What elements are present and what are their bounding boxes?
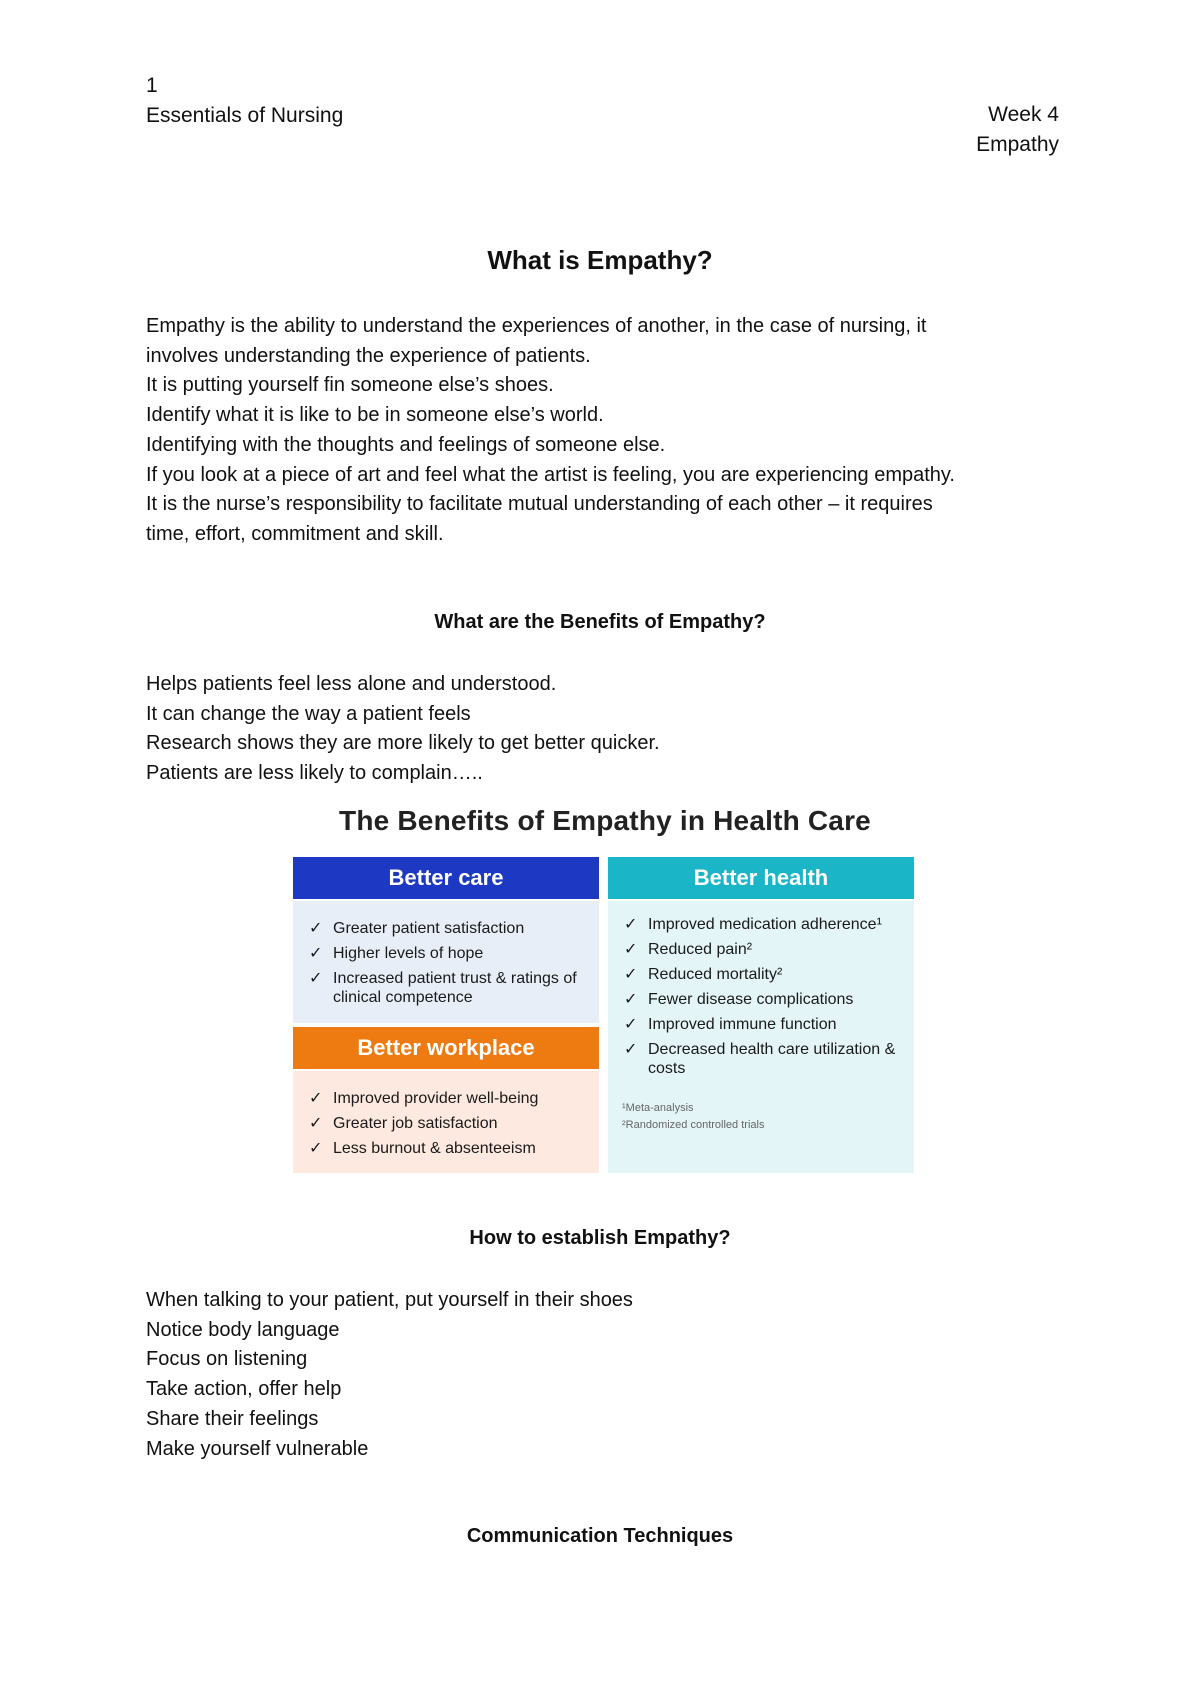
check-icon: ✓ <box>309 945 323 962</box>
check-icon: ✓ <box>309 970 323 987</box>
communication-heading: Communication Techniques <box>466 1525 734 1547</box>
intro-line: time, effort, commitment and skill. <box>146 522 444 545</box>
list-item: ✓ Increased patient trust & ratings of clinical competence <box>309 970 577 1006</box>
benefits-paragraph <box>146 670 1066 789</box>
intro-line: If you look at a piece of art and feel what the artist is feeling, you are experiencing empathy. <box>146 463 955 486</box>
better-health-header: Better health <box>608 857 914 899</box>
list-item: ✓ Improved immune function <box>624 1016 837 1033</box>
check-icon: ✓ <box>624 1041 638 1058</box>
intro-line: Identifying with the thoughts and feelings of someone else. <box>146 433 666 456</box>
list-item: ✓ Higher levels of hope <box>309 945 484 962</box>
intro-line: It is the nurse’s responsibility to facilitate mutual understanding of each other – it requires <box>146 493 933 516</box>
list-item: ✓ Improved provider well-being <box>309 1090 539 1107</box>
better-workplace-list <box>293 1071 599 1173</box>
list-item: ✓ Greater patient satisfaction <box>309 920 525 937</box>
establish-line: Make yourself vulnerable <box>146 1437 369 1460</box>
list-item: ✓ Decreased health care utilization & costs <box>624 1041 896 1077</box>
check-icon: ✓ <box>309 1115 323 1132</box>
footnote: ¹Meta-analysis <box>622 1102 694 1114</box>
list-item: ✓ Greater job satisfaction <box>309 1115 498 1132</box>
benefit-line: Patients are less likely to complain….. <box>146 762 483 785</box>
infographic-title: The Benefits of Empathy in Health Care <box>339 805 871 836</box>
better-care-header: Better care <box>293 857 599 899</box>
check-icon: ✓ <box>624 941 638 958</box>
establish-line: Share their feelings <box>146 1407 319 1430</box>
page-title: What is Empathy? <box>487 245 713 275</box>
establish-line: Focus on listening <box>146 1348 308 1371</box>
topic-label: Empathy <box>976 133 1059 156</box>
better-care-list <box>293 901 599 1023</box>
footnote: ²Randomized controlled trials <box>622 1119 765 1131</box>
check-icon: ✓ <box>309 1140 323 1157</box>
establish-line: Notice body language <box>146 1318 340 1341</box>
intro-line: Identify what it is like to be in someone else’s world. <box>146 404 604 427</box>
intro-line: involves understanding the experience of patients. <box>146 344 591 367</box>
establish-line: When talking to your patient, put yourself in their shoes <box>146 1289 633 1311</box>
header-right <box>976 100 1059 160</box>
course-name: Essentials of Nursing <box>146 104 344 127</box>
intro-line: Empathy is the ability to understand the experiences of another, in the case of nursing, it <box>146 315 927 337</box>
check-icon: ✓ <box>624 1016 638 1033</box>
week-label: Week 4 <box>988 103 1059 126</box>
establish-line: Take action, offer help <box>146 1378 342 1401</box>
check-icon: ✓ <box>624 916 638 933</box>
benefit-line: Research shows they are more likely to get better quicker. <box>146 732 660 755</box>
header-left <box>146 71 343 131</box>
better-workplace-header: Better workplace <box>293 1027 599 1069</box>
list-item: ✓ Fewer disease complications <box>624 991 854 1008</box>
intro-paragraph <box>146 312 1066 550</box>
benefit-line: It can change the way a patient feels <box>146 702 471 725</box>
establish-heading: How to establish Empathy? <box>469 1227 731 1249</box>
page-number: 1 <box>146 74 158 97</box>
list-item: ✓ Improved medication adherence¹ <box>624 916 882 933</box>
establish-paragraph <box>146 1286 1066 1464</box>
list-item: ✓ Less burnout & absenteeism <box>309 1140 536 1157</box>
benefit-line: Helps patients feel less alone and understood. <box>146 673 557 695</box>
check-icon: ✓ <box>624 991 638 1008</box>
better-health-list <box>608 901 914 1173</box>
check-icon: ✓ <box>309 1090 323 1107</box>
footnotes <box>622 1100 906 1134</box>
benefits-heading: What are the Benefits of Empathy? <box>434 611 766 633</box>
check-icon: ✓ <box>309 920 323 937</box>
benefits-infographic <box>290 805 920 1175</box>
check-icon: ✓ <box>624 966 638 983</box>
list-item: ✓ Reduced pain² <box>624 941 753 958</box>
intro-line: It is putting yourself fin someone else’s shoes. <box>146 374 554 397</box>
list-item: ✓ Reduced mortality² <box>624 966 783 983</box>
